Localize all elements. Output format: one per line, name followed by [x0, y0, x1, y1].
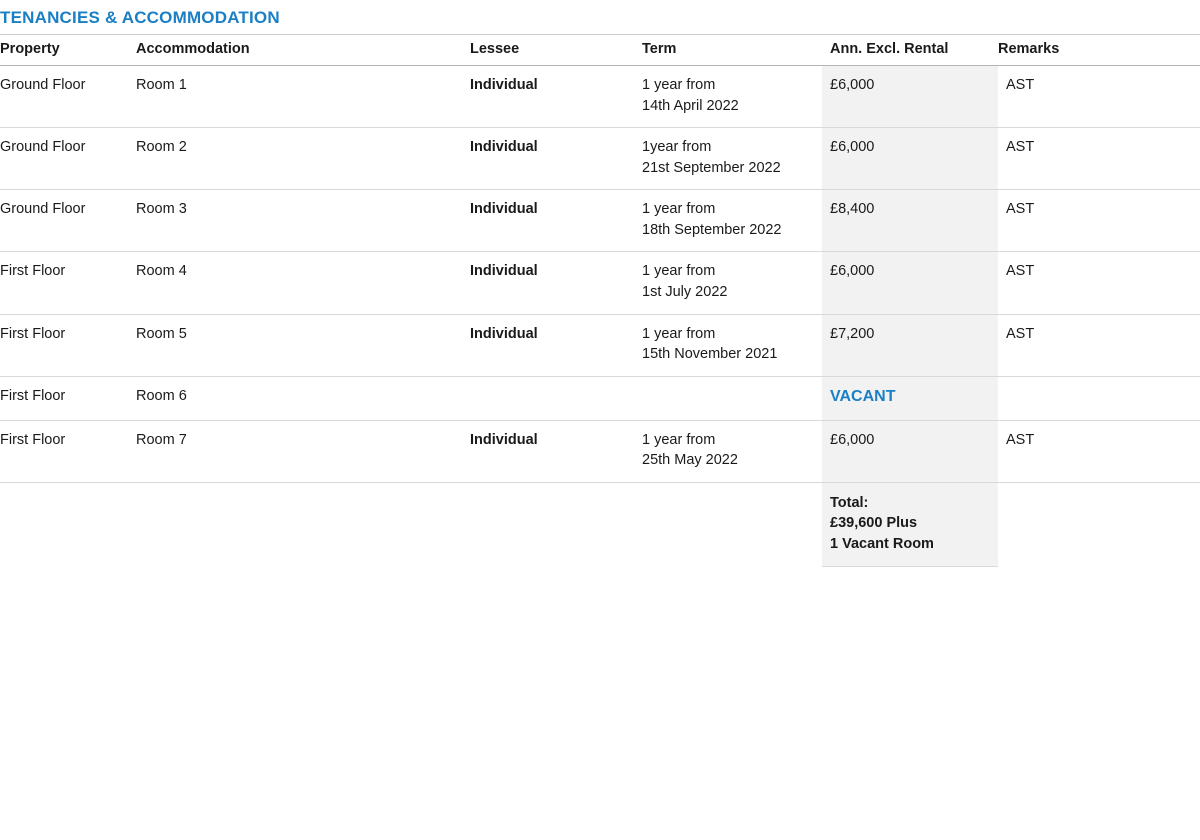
column-header-accommodation: Accommodation — [136, 35, 470, 66]
column-header-remarks: Remarks — [998, 35, 1200, 66]
cell-term — [642, 190, 822, 252]
total-label: Total: — [830, 494, 869, 511]
table-row — [0, 376, 1200, 420]
term-line-1: 1year from — [642, 139, 712, 156]
table-total-row — [0, 482, 1200, 567]
cell-remarks: AST — [998, 190, 1200, 252]
cell-rental: £6,000 — [822, 128, 998, 190]
term-line-1: 1 year from — [642, 325, 716, 342]
cell-property: First Floor — [0, 376, 136, 420]
table-header — [0, 35, 1200, 66]
cell-remarks — [998, 376, 1200, 420]
cell-remarks: AST — [998, 66, 1200, 128]
cell-remarks: AST — [998, 252, 1200, 314]
total-amount: £39,600 Plus — [830, 515, 918, 532]
table-row — [0, 190, 1200, 252]
cell-rental: £7,200 — [822, 314, 998, 376]
cell-lessee: Individual — [470, 314, 642, 376]
cell-accommodation: Room 5 — [136, 314, 470, 376]
table-row — [0, 252, 1200, 314]
table-row — [0, 420, 1200, 482]
cell-accommodation: Room 3 — [136, 190, 470, 252]
cell-term — [642, 376, 822, 420]
term-line-2: 18th September 2022 — [642, 221, 782, 238]
cell-total — [822, 482, 998, 567]
cell-lessee: Individual — [470, 190, 642, 252]
cell-accommodation: Room 2 — [136, 128, 470, 190]
cell-property: Ground Floor — [0, 190, 136, 252]
term-line-1: 1 year from — [642, 431, 716, 448]
cell-rental: £6,000 — [822, 66, 998, 128]
cell-rental-status — [822, 376, 998, 420]
cell-lessee: Individual — [470, 128, 642, 190]
cell-term — [642, 314, 822, 376]
column-header-lessee: Lessee — [470, 35, 642, 66]
cell-empty — [136, 482, 470, 567]
table-row — [0, 128, 1200, 190]
term-line-2: 21st September 2022 — [642, 159, 781, 176]
term-line-2: 15th November 2021 — [642, 346, 778, 363]
cell-remarks: AST — [998, 128, 1200, 190]
cell-property: First Floor — [0, 252, 136, 314]
cell-accommodation: Room 1 — [136, 66, 470, 128]
cell-empty — [642, 482, 822, 567]
column-header-rental: Ann. Excl. Rental — [822, 35, 998, 66]
cell-lessee: Individual — [470, 66, 642, 128]
term-line-2: 1st July 2022 — [642, 284, 728, 301]
table-body — [0, 66, 1200, 567]
cell-rental: £6,000 — [822, 252, 998, 314]
term-line-2: 25th May 2022 — [642, 452, 738, 469]
cell-term — [642, 420, 822, 482]
term-line-1: 1 year from — [642, 77, 716, 93]
cell-accommodation: Room 7 — [136, 420, 470, 482]
cell-rental: £6,000 — [822, 420, 998, 482]
cell-rental: £8,400 — [822, 190, 998, 252]
term-line-2: 14th April 2022 — [642, 97, 739, 114]
term-line-1: 1 year from — [642, 263, 716, 280]
table-header-row — [0, 35, 1200, 66]
cell-remarks: AST — [998, 420, 1200, 482]
cell-empty — [0, 482, 136, 567]
cell-lessee: Individual — [470, 420, 642, 482]
cell-accommodation: Room 4 — [136, 252, 470, 314]
cell-term — [642, 252, 822, 314]
cell-property: First Floor — [0, 420, 136, 482]
page-title: TENANCIES & ACCOMMODATION — [0, 8, 280, 27]
cell-accommodation: Room 6 — [136, 376, 470, 420]
cell-empty — [998, 482, 1200, 567]
table-row — [0, 66, 1200, 128]
cell-property: Ground Floor — [0, 128, 136, 190]
cell-property: First Floor — [0, 314, 136, 376]
cell-property: Ground Floor — [0, 66, 136, 128]
table-row — [0, 314, 1200, 376]
cell-lessee — [470, 376, 642, 420]
column-header-term: Term — [642, 35, 822, 66]
cell-term — [642, 128, 822, 190]
column-header-property: Property — [0, 35, 136, 66]
term-line-1: 1 year from — [642, 201, 716, 218]
status-badge-vacant: VACANT — [830, 387, 896, 405]
tenancy-table — [0, 34, 1200, 567]
cell-empty — [470, 482, 642, 567]
cell-lessee: Individual — [470, 252, 642, 314]
cell-remarks: AST — [998, 314, 1200, 376]
cell-term — [642, 66, 822, 128]
total-note: 1 Vacant Room — [830, 535, 934, 552]
